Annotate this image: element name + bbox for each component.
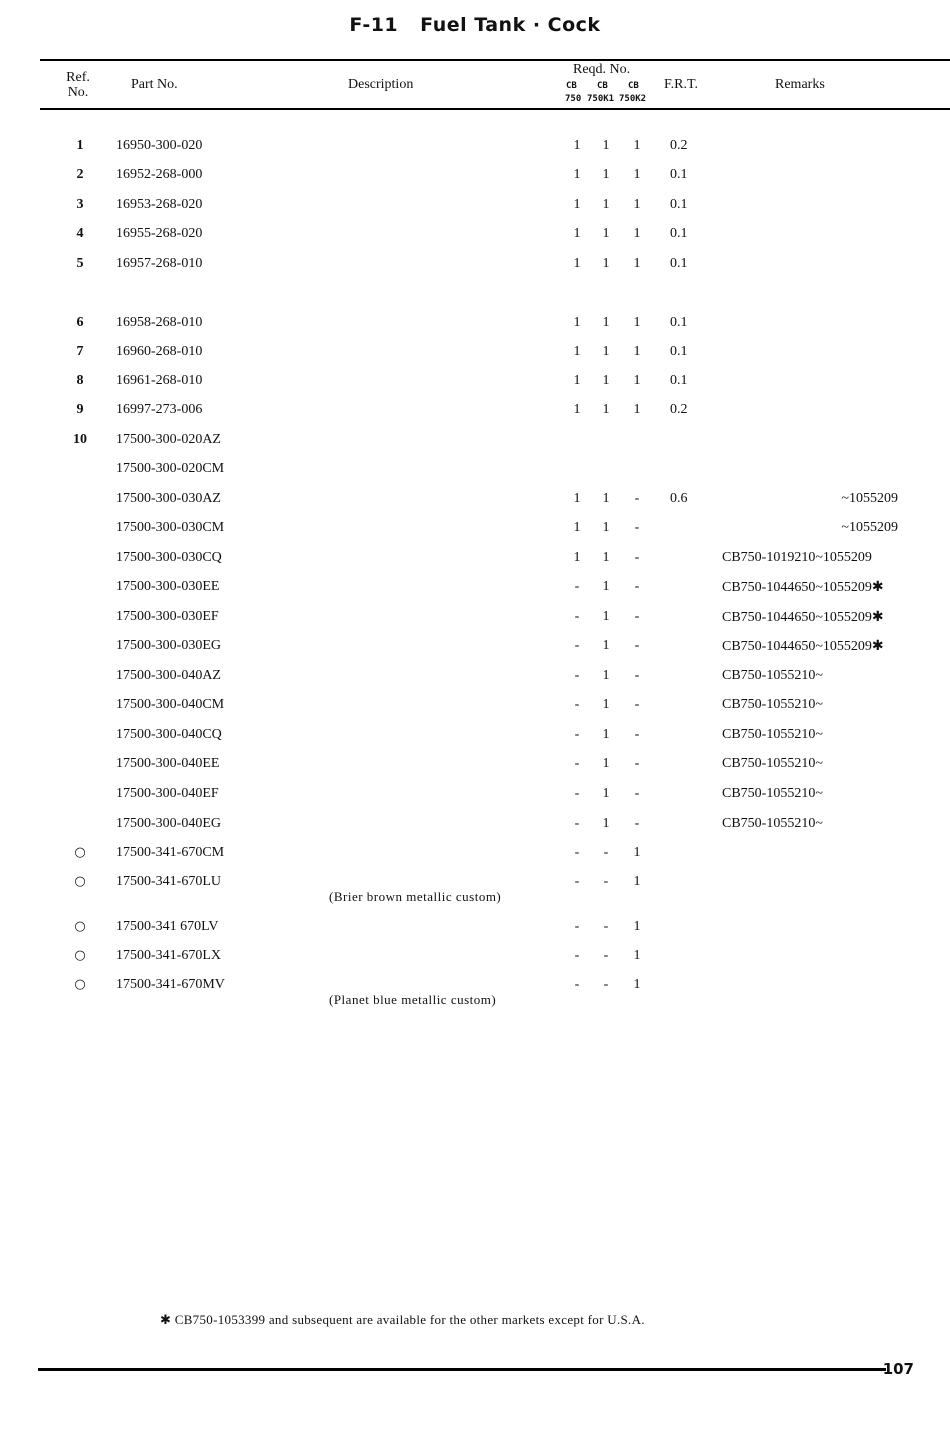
qty-cb750k1: 1 — [602, 697, 610, 712]
table-row — [0, 344, 950, 366]
qty-cb750k1: 1 — [602, 520, 610, 535]
qty-cb750: 1 — [573, 344, 581, 359]
qty-cb750: - — [574, 727, 580, 742]
qty-cb750k2: 1 — [633, 344, 641, 359]
qty-cb750k1: 1 — [602, 373, 610, 388]
header-ref-no: Ref. No. — [66, 70, 90, 100]
table-row — [0, 816, 950, 838]
part-no: 17500-341-670MV — [116, 977, 225, 992]
qty-cb750: 1 — [573, 315, 581, 330]
qty-cb750: 1 — [573, 197, 581, 212]
part-no: 17500-300-030CM — [116, 520, 225, 535]
qty-cb750k2: - — [634, 756, 640, 771]
qty-cb750: 1 — [573, 167, 581, 182]
page-title — [0, 14, 950, 36]
table-row — [0, 226, 950, 248]
part-no: 17500-300-030AZ — [116, 491, 221, 506]
part-no: 17500-300-040CM — [116, 697, 225, 712]
part-no: 17500-300-040EG — [116, 816, 221, 831]
section-name: Fuel Tank · Cock — [420, 14, 601, 36]
frt-value: 0.1 — [670, 167, 688, 182]
ref-no: 8 — [76, 373, 84, 388]
section-code: F-11 — [349, 14, 399, 36]
part-no: 17500-341-670LX — [116, 948, 221, 963]
frt-value: 0.6 — [670, 491, 688, 506]
header-model-1-bottom: 750 — [565, 94, 582, 104]
ref-no: 3 — [76, 197, 84, 212]
qty-cb750k1: 1 — [602, 756, 610, 771]
qty-cb750k2: - — [634, 786, 640, 801]
table-row — [0, 609, 950, 631]
part-no: 17500-341-670CM — [116, 845, 225, 860]
table-row — [0, 315, 950, 337]
frt-value: 0.1 — [670, 197, 688, 212]
qty-cb750: - — [574, 668, 580, 683]
qty-cb750k1: 1 — [602, 609, 610, 624]
table-row — [0, 948, 950, 970]
qty-cb750: - — [574, 786, 580, 801]
header-remarks: Remarks — [775, 77, 825, 92]
qty-cb750: - — [574, 609, 580, 624]
part-no: 16950-300-020 — [116, 138, 203, 153]
qty-cb750k1: 1 — [602, 256, 610, 271]
qty-cb750: - — [574, 638, 580, 653]
remarks: CB750-1019210~1055209 — [722, 550, 872, 565]
part-no: 16958-268-010 — [116, 315, 203, 330]
qty-cb750k1: 1 — [602, 491, 610, 506]
part-no: 17500-300-020CM — [116, 461, 225, 476]
part-no: 16957-268-010 — [116, 256, 203, 271]
ref-no: 7 — [76, 344, 84, 359]
header-model-1-top: CB — [566, 81, 577, 91]
qty-cb750k1: 1 — [602, 786, 610, 801]
qty-cb750: 1 — [573, 491, 581, 506]
frt-value: 0.1 — [670, 373, 688, 388]
part-no: 16960-268-010 — [116, 344, 203, 359]
part-no: 17500-300-030EG — [116, 638, 221, 653]
qty-cb750k2: 1 — [633, 373, 641, 388]
qty-cb750: - — [574, 579, 580, 594]
qty-cb750: 1 — [573, 402, 581, 417]
ref-no: ○ — [74, 845, 86, 860]
qty-cb750k2: 1 — [633, 402, 641, 417]
qty-cb750: 1 — [573, 520, 581, 535]
part-no: 17500-300-030EE — [116, 579, 220, 594]
remarks: CB750-1055210~ — [722, 668, 823, 683]
table-row — [0, 919, 950, 941]
qty-cb750: - — [574, 697, 580, 712]
qty-cb750k1: 1 — [602, 344, 610, 359]
qty-cb750k1: 1 — [602, 550, 610, 565]
part-no: 16953-268-020 — [116, 197, 203, 212]
table-row — [0, 167, 950, 189]
footer-rule — [38, 1368, 886, 1371]
qty-cb750: 1 — [573, 550, 581, 565]
remarks: ~1055209 — [841, 491, 898, 506]
part-no: 16952-268-000 — [116, 167, 203, 182]
qty-cb750: - — [574, 919, 580, 934]
ref-no: ○ — [74, 977, 86, 992]
part-no: 17500-341 670LV — [116, 919, 219, 934]
frt-value: 0.1 — [670, 315, 688, 330]
qty-cb750: - — [574, 948, 580, 963]
qty-cb750k2: 1 — [633, 948, 641, 963]
table-row — [0, 756, 950, 778]
header-frt: F.R.T. — [664, 77, 699, 92]
table-row — [0, 373, 950, 395]
table-row — [0, 786, 950, 808]
table-row — [0, 197, 950, 219]
qty-cb750k2: 1 — [633, 197, 641, 212]
qty-cb750k1: 1 — [602, 402, 610, 417]
table-row — [0, 638, 950, 660]
qty-cb750k2: 1 — [633, 167, 641, 182]
header-reqd-no: Reqd. No. — [573, 62, 631, 77]
part-no: 17500-300-040EF — [116, 786, 219, 801]
qty-cb750k2: 1 — [633, 256, 641, 271]
table-row — [0, 256, 950, 278]
ref-no: ○ — [74, 874, 86, 889]
qty-cb750k2: - — [634, 727, 640, 742]
qty-cb750k1: - — [603, 977, 609, 992]
table-row — [0, 668, 950, 690]
qty-cb750k1: - — [603, 845, 609, 860]
qty-cb750k2: 1 — [633, 226, 641, 241]
remarks: CB750-1055210~ — [722, 756, 823, 771]
header-top-rule — [40, 59, 950, 61]
remarks: CB750-1044650~1055209✱ — [722, 639, 884, 654]
ref-no: 6 — [76, 315, 84, 330]
qty-cb750k2: - — [634, 550, 640, 565]
ref-no: 2 — [76, 167, 84, 182]
part-no: 17500-300-020AZ — [116, 432, 221, 447]
frt-value: 0.1 — [670, 344, 688, 359]
ref-no: 4 — [76, 226, 84, 241]
table-row — [0, 432, 950, 454]
qty-cb750k2: - — [634, 816, 640, 831]
qty-cb750k2: - — [634, 579, 640, 594]
ref-no: 9 — [76, 402, 84, 417]
header-model-2-bottom: 750K1 — [587, 94, 615, 104]
ref-no: ○ — [74, 948, 86, 963]
qty-cb750k1: 1 — [602, 668, 610, 683]
qty-cb750k1: 1 — [602, 315, 610, 330]
qty-cb750: 1 — [573, 256, 581, 271]
ref-no: 1 — [76, 138, 84, 153]
ref-no: 10 — [73, 432, 87, 447]
table-row — [0, 727, 950, 749]
header-description: Description — [348, 77, 414, 92]
part-no: 16961-268-010 — [116, 373, 203, 388]
part-no: 16955-268-020 — [116, 226, 203, 241]
qty-cb750k1: - — [603, 919, 609, 934]
qty-cb750k2: 1 — [633, 874, 641, 889]
table-row — [0, 579, 950, 601]
frt-value: 0.2 — [670, 402, 688, 417]
page-number: 107 — [882, 1360, 914, 1378]
header-model-3-bottom: 750K2 — [619, 94, 647, 104]
qty-cb750k1: - — [603, 874, 609, 889]
table-row — [0, 138, 950, 160]
qty-cb750k1: 1 — [602, 197, 610, 212]
remarks: ~1055209 — [841, 520, 898, 535]
header-model-2-top: CB — [597, 81, 608, 91]
qty-cb750: - — [574, 816, 580, 831]
qty-cb750k1: 1 — [602, 727, 610, 742]
part-no: 17500-300-030CQ — [116, 550, 222, 565]
part-no: 17500-300-040EE — [116, 756, 220, 771]
remarks: CB750-1055210~ — [722, 727, 823, 742]
qty-cb750k2: 1 — [633, 919, 641, 934]
qty-cb750k2: - — [634, 491, 640, 506]
qty-cb750: - — [574, 874, 580, 889]
qty-cb750k1: 1 — [602, 638, 610, 653]
qty-cb750k2: - — [634, 697, 640, 712]
frt-value: 0.1 — [670, 256, 688, 271]
remarks: CB750-1044650~1055209✱ — [722, 580, 884, 595]
qty-cb750k2: 1 — [633, 138, 641, 153]
qty-cb750k1: - — [603, 948, 609, 963]
qty-cb750: 1 — [573, 138, 581, 153]
qty-cb750k2: - — [634, 520, 640, 535]
qty-cb750k1: 1 — [602, 816, 610, 831]
table-row — [0, 461, 950, 483]
part-no: 16997-273-006 — [116, 402, 203, 417]
qty-cb750: - — [574, 977, 580, 992]
table-row — [0, 845, 950, 867]
qty-cb750k1: 1 — [602, 138, 610, 153]
table-row — [0, 491, 950, 513]
frt-value: 0.1 — [670, 226, 688, 241]
header-model-3-top: CB — [628, 81, 639, 91]
header-bottom-rule — [40, 108, 950, 110]
qty-cb750k2: 1 — [633, 315, 641, 330]
table-row — [0, 520, 950, 542]
qty-cb750k2: - — [634, 638, 640, 653]
footnote: ✱ CB750-1053399 and subsequent are available for the other markets except for U.S.A. — [160, 1312, 645, 1327]
qty-cb750k1: 1 — [602, 579, 610, 594]
part-no: 17500-300-040AZ — [116, 668, 221, 683]
description-subline: (Planet blue metallic custom) — [329, 992, 497, 1007]
ref-no: ○ — [74, 919, 86, 934]
remarks: CB750-1055210~ — [722, 786, 823, 801]
qty-cb750: 1 — [573, 373, 581, 388]
header-part-no: Part No. — [131, 77, 178, 92]
qty-cb750k1: 1 — [602, 226, 610, 241]
ref-no: 5 — [76, 256, 84, 271]
part-no: 17500-300-040CQ — [116, 727, 222, 742]
remarks: CB750-1044650~1055209✱ — [722, 610, 884, 625]
remarks: CB750-1055210~ — [722, 697, 823, 712]
table-row — [0, 402, 950, 424]
qty-cb750k1: 1 — [602, 167, 610, 182]
frt-value: 0.2 — [670, 138, 688, 153]
qty-cb750: - — [574, 756, 580, 771]
part-no: 17500-341-670LU — [116, 874, 221, 889]
table-row — [0, 697, 950, 719]
remarks: CB750-1055210~ — [722, 816, 823, 831]
qty-cb750k2: 1 — [633, 845, 641, 860]
qty-cb750k2: 1 — [633, 977, 641, 992]
qty-cb750: - — [574, 845, 580, 860]
description-subline: (Brier brown metallic custom) — [329, 889, 502, 904]
qty-cb750k2: - — [634, 609, 640, 624]
table-row — [0, 550, 950, 572]
part-no: 17500-300-030EF — [116, 609, 219, 624]
qty-cb750: 1 — [573, 226, 581, 241]
qty-cb750k2: - — [634, 668, 640, 683]
